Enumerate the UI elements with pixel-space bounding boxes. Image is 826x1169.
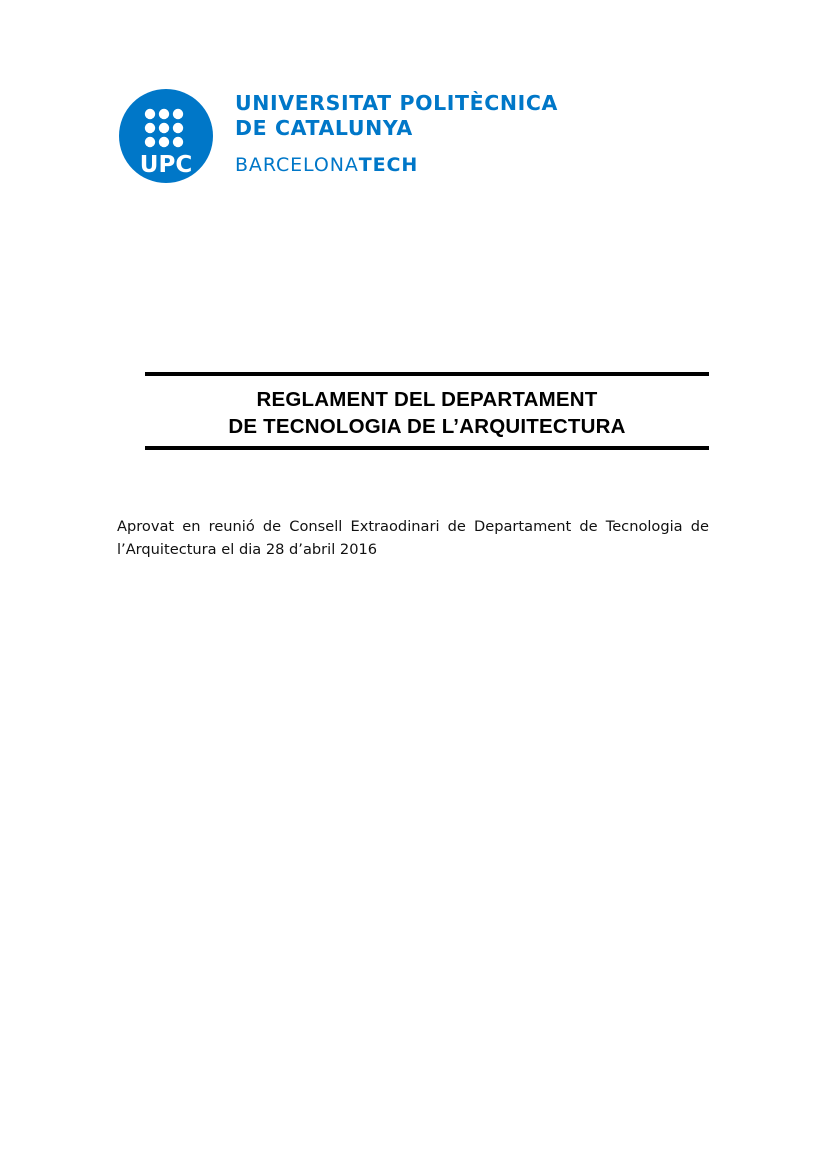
upc-logo-barcelona-text: BARCELONA (235, 154, 359, 176)
upc-logo-line-1: UNIVERSITAT POLITÈCNICA (235, 91, 558, 115)
upc-logo-mark-icon (118, 88, 214, 184)
document-title-block (145, 372, 709, 450)
page-title-line-1: REGLAMENT DEL DEPARTAMENT (256, 388, 598, 411)
upc-logo-mark-text: UPC (139, 152, 193, 178)
upc-logo (118, 88, 558, 188)
upc-logo-line-3 (235, 154, 555, 176)
approval-paragraph: Aprovat en reunió de Consell Extraodinari de Departament de Tecnologia de l’Arquitectura el dia 28 d’abril 2016 (117, 518, 709, 558)
upc-logo-wordmark (235, 91, 558, 176)
upc-logo-tech-text: TECH (358, 154, 419, 176)
page-title-line-2: DE TECNOLOGIA DE L’ARQUITECTURA (228, 415, 626, 438)
title-rule-bottom (145, 446, 709, 450)
page-title (145, 376, 709, 446)
upc-logo-line-2: DE CATALUNYA (235, 116, 413, 140)
